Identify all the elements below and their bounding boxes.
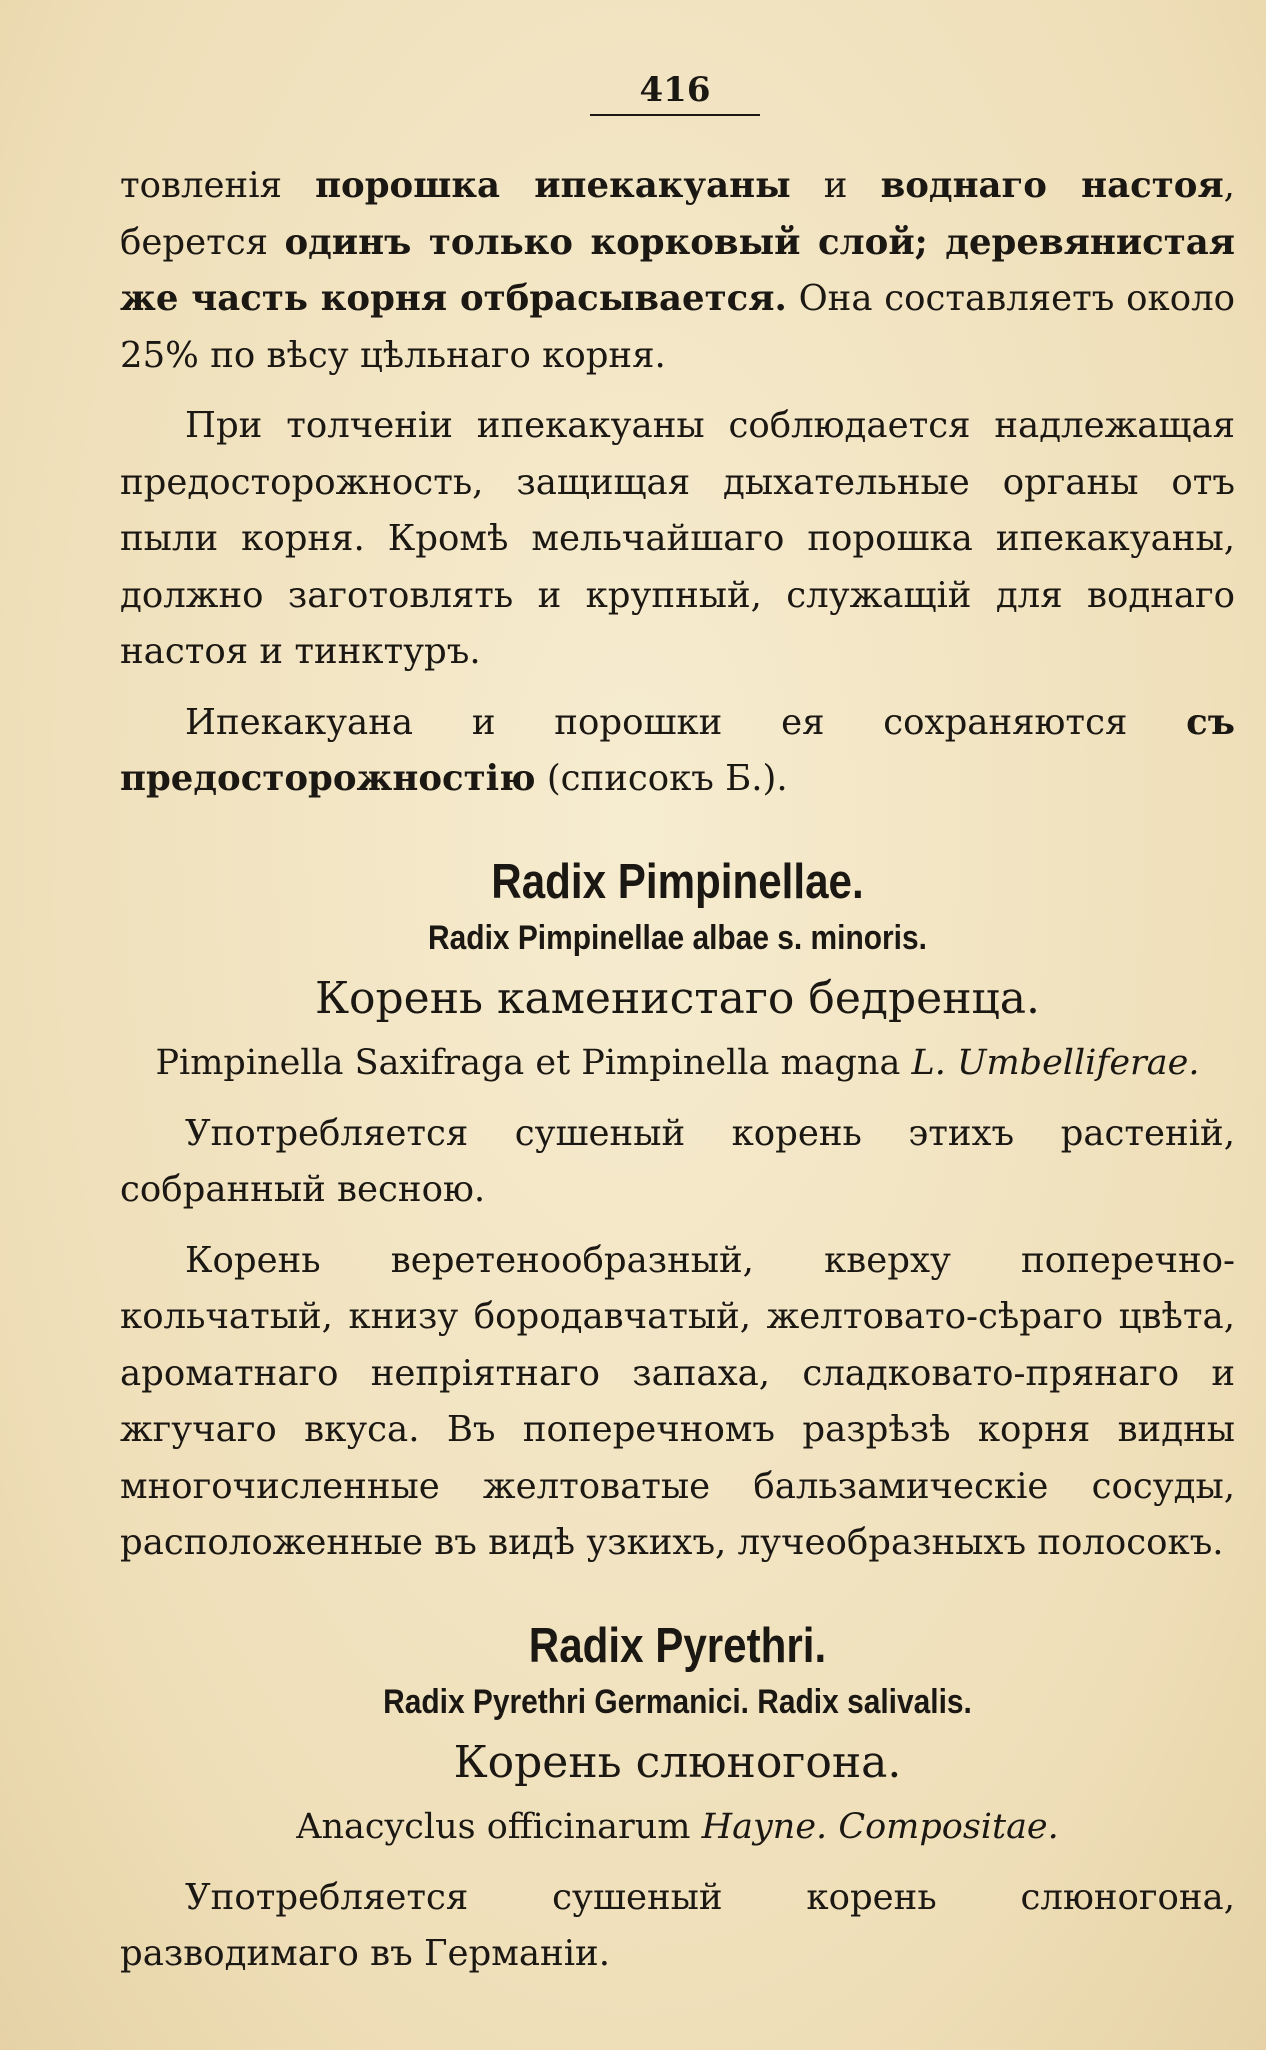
paragraph-ipecac-grinding: При толченіи ипекакуаны соблюдается надлежащая предосторожность, защищая дыхательные органы отъ пыли корня. Кромѣ мельчайшаго порошка ипекакуаны, должно заготовлять и крупный, служащій для воднаго настоя и тинктуръ. (120, 405, 1235, 672)
section-title-pimpinellae: Radix Pimpinellae. (491, 854, 864, 909)
text-run: (списокъ Б.). (535, 758, 788, 799)
paragraph-pimpinellae-description: Корень веретенообразный, кверху поперечно-кольчатый, книзу бородавчатый, желтовато-сѣраго цвѣта, ароматнаго непріятнаго запаха, сладковато-прянаго и жгучаго вкуса. Въ поперечномъ разрѣзѣ корня видны многочисленные желтоватые бальзамическіе сосуды, расположенные въ видѣ узкихъ, лучеобразныхъ полосокъ. (120, 1239, 1235, 1563)
author-abbrev: Hayne. (701, 1806, 828, 1847)
text-run: Она составляетъ около 25% по вѣсу цѣльнаго корня. (120, 278, 1235, 376)
paragraph-ipecac-preparation (120, 158, 1235, 384)
botanical-source-pimpinellae (120, 1034, 1235, 1092)
botanical-source-pyrethri (120, 1798, 1235, 1856)
paragraph-pimpinellae-usage: Употребляется сушеный корень этихъ растеній, собранный весною. (120, 1112, 1235, 1210)
text-run: товленія (120, 165, 316, 206)
page-body (120, 158, 1235, 1983)
paragraph-ipecac-storage (120, 695, 1235, 808)
bold-text: воднаго настоя (880, 165, 1224, 206)
text-run: и (790, 165, 881, 206)
author-abbrev: L. (911, 1042, 946, 1083)
section-russian-name-pyrethri: Корень слюногона. (453, 1736, 902, 1788)
paragraph-pyrethri-usage: Употребляется сушеный корень слюногона, разводимаго въ Германіи. (120, 1876, 1235, 1974)
bold-text: съ предосторожностію (120, 701, 1235, 799)
text-run: , берется (120, 165, 1235, 263)
plant-name: Pimpinella Saxifraga et Pimpinella magna (155, 1042, 901, 1083)
plant-name: Anacyclus officinarum (296, 1806, 691, 1847)
bold-text: одинъ только корковый слой; деревянистая же часть корня отбрасывается. (120, 221, 1235, 319)
text-run: Ипекакуана и порошки ея сохраняются (185, 701, 1187, 743)
page-number: 416 (590, 70, 760, 116)
section-synonym-pyrethri: Radix Pyrethri Germanici. Radix salivalis. (383, 1682, 972, 1721)
plant-family: Umbelliferae. (956, 1042, 1200, 1083)
section-synonym-pimpinellae: Radix Pimpinellae albae s. minoris. (428, 918, 927, 957)
plant-family: Compositae. (838, 1806, 1059, 1847)
section-title-pyrethri: Radix Pyrethri. (528, 1618, 827, 1673)
bold-text: порошка ипекакуаны (315, 165, 791, 206)
section-russian-name-pimpinellae: Корень каменистаго бедренца. (314, 972, 1041, 1024)
